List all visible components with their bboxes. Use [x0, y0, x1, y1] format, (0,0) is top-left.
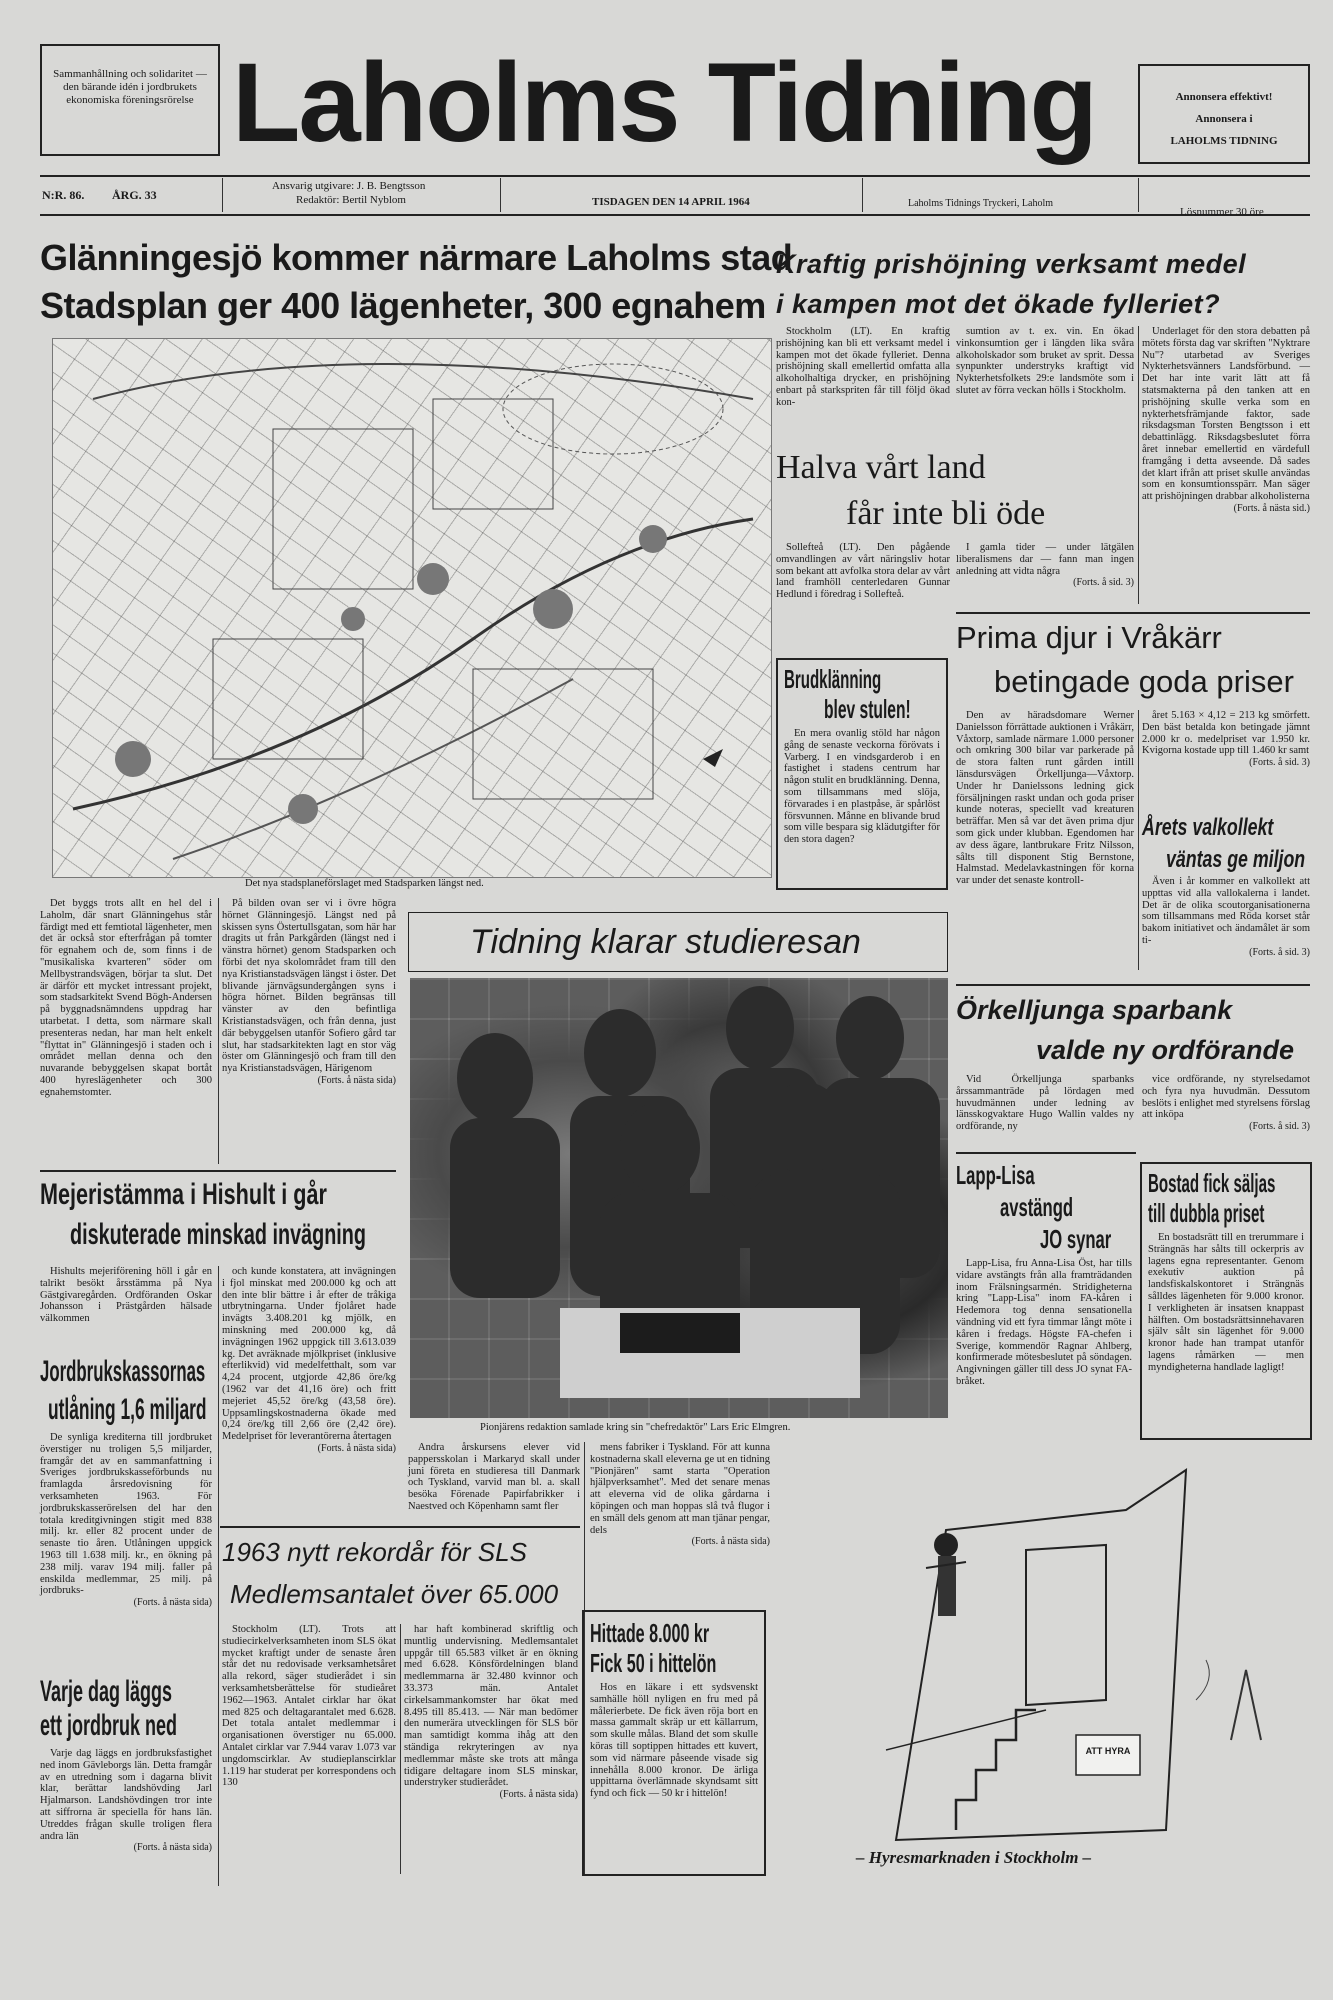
- bostad-box: [1140, 1162, 1312, 1440]
- issue-number: N:R. 86.: [42, 188, 85, 202]
- brud-text: En mera ovanlig stöld har någon gång de senaste veckorna förövats i Varberg. I en vindsgarderob i en fastighet i stadens centrum har någon stulit en brudklänning. Denna, som tillsammans med slöja, förvarades i en plastpåse, är spårlöst försvunnen. Månne en blivande brud som ville bespara sig klädutgifter för den stora dagen?: [784, 728, 940, 846]
- jordbruk-text-col: [40, 1432, 212, 1609]
- hittade-headline-1: Hittade 8.000 kr: [590, 1618, 710, 1648]
- jordbruk-continued: (Forts. å nästa sida): [133, 1597, 212, 1609]
- studie-text-2: mens fabriker i Tyskland. För att kunna kostnaderna skall eleverna ge ut en tidning "Pionjären" samt starta "Operation hjälpverksamhet". Med det senare menas att eleverna vid de olika gårdarna i köpingen och man hoppas slå två flugor i en smäll dels genom att man tjänar pengar, dels: [590, 1442, 770, 1536]
- editor: Redaktör: Bertil Nyblom: [296, 194, 406, 206]
- lapp-headline-3: JO synar: [1040, 1224, 1112, 1254]
- varje-text-col: [40, 1748, 212, 1854]
- brud-headline-2: blev stulen!: [824, 694, 911, 724]
- sls-text-1: Stockholm (LT). Trots att studiecirkelverksamheten inom SLS ökat mycket kraftigt under de senaste åren står det nu redovisade verksamhetsåret alla rekord, säger studierådet i sin verksamhetsberättelse för studieåret 1962—1963. Antalet cirklar har ökat med 825 och deltagarantalet med 6.628. Det totala antalet medlemmar i organisationen överstiger nu 65.000. Antalet cirklar var 7.944 varav 1.073 var ungdomscirklar. Av studieplanscirklar 1.119 har studerat per korrespondens och 130: [222, 1624, 396, 1789]
- prishojning-text-1: Stockholm (LT). En kraftig prishöjning kan bli ett verksamt medel i kampen mot det ökade fylleriet. Denna prishöjning skall emellertid omfatta alla alkoholhaltiga drycker, en prishöjning enbart på starkspriten får till följd ökad kon-: [776, 326, 950, 408]
- prima-headline-1: Prima djur i Vråkärr: [956, 620, 1222, 655]
- prishojning-continued: (Forts. å nästa sid.): [1233, 502, 1310, 514]
- jordbruk-text: De synliga krediterna till jordbruket överstiger nu troligen 5,5 miljarder, framgår det av en sammanfattning i Sveriges jordbrukskasseförbunds nu framlagda årsredovisning för verksamheten 1963. För jordbrukskasserörelsen del har den totala kreditgivningen stigit med 838 milj. kr. eller 82 procent under de senaste tio åren. Utlåningen uppgick 1963 till 1.638 milj. kr., en ökning på 238 milj. varav 194 milj. faller på enskilda medlemmar, 25 milj. på jordbruks-: [40, 1432, 212, 1597]
- mejeri-continued: (Forts. å nästa sida): [317, 1442, 396, 1454]
- orkelljunga-col2: [1142, 1074, 1310, 1133]
- studie-col2: [590, 1442, 770, 1548]
- right-top-headline-2: i kampen mot det ökade fylleriet?: [776, 289, 1221, 319]
- orkelljunga-text-1: Vid Örkelljunga sparbanks årssammanträde på lördagen med huvudmännen under ledning av länsskogvaktare Hugo Wallin valdes ny ordförande, ny: [956, 1074, 1134, 1133]
- masthead-slogan: Sammanhållning och solidaritet — den bärande idén i jordbrukets ekonomiska föreningsrörelse: [53, 68, 207, 106]
- varje-headline-2: ett jordbruk ned: [40, 1709, 178, 1742]
- orkelljunga-col1: [956, 1074, 1134, 1133]
- valkollekt-headline-1: Årets valkollekt: [1142, 814, 1274, 841]
- mejeri-col2: [222, 1266, 396, 1455]
- sls-col2: [404, 1624, 578, 1801]
- brud-headline-1: Brudklänning: [784, 664, 882, 694]
- orkelljunga-headline-2: valde ny ordförande: [1036, 1035, 1295, 1065]
- mejeri-headline-1: Mejeristämma i Hishult i går: [40, 1178, 327, 1211]
- cartoon-caption: – Hyresmarknaden i Stockholm –: [856, 1848, 1092, 1867]
- cartoon: [776, 1450, 1310, 1880]
- prima-continued: (Forts. å sid. 3): [1249, 757, 1310, 769]
- jordbruk-headline-2: utlåning 1,6 miljard: [48, 1393, 207, 1426]
- orkelljunga-headline-1: Örkelljunga sparbank: [956, 995, 1233, 1025]
- brud-box: [776, 658, 948, 890]
- prishojning-col3: [1142, 326, 1310, 515]
- prima-text-2: året 5.163 × 4,12 = 213 kg smörfett. Den bäst betalda kon betingade jämnt 2.000 kr o. medelpriset var 1.950 kr. Kvigorna kostade upp till 1.460 kr samt: [1142, 710, 1310, 757]
- valkollekt-text: Även i år kommer en valkollekt att uppttas vid alla vallokalerna i landet. Det är de olika scoutorganisationerna som tillsammans med Röda korset står bakom initiativet och ändamålet är som ti-: [1142, 876, 1310, 946]
- printer: Laholms Tidnings Tryckeri, Laholm: [908, 198, 1054, 209]
- masthead-right-box: [1138, 64, 1310, 164]
- photo-caption: Pionjärens redaktion samlade kring sin "chefredaktör" Lars Eric Elmgren.: [480, 1422, 791, 1433]
- ad-line-1: Annonsera effektivt!: [1175, 91, 1273, 103]
- valkollekt-continued: (Forts. å sid. 3): [1249, 946, 1310, 958]
- lapp-headline-2: avstängd: [1000, 1192, 1074, 1222]
- lapp-headline-1: Lapp-Lisa: [956, 1160, 1035, 1190]
- halva-text-2: I gamla tider — under lätgälen liberalismens dar — fann man ingen anledning att vidta några: [956, 542, 1134, 577]
- studie-col1: [408, 1442, 580, 1513]
- studie-text-1: Andra årskursens elever vid pappersskolan i Markaryd skall under juni företa en studieresa till Danmark och Tyskland, varvid man bl. a. skall besöka Förenade Papirfabrikker i Naestved och Köpenhamn samt fler: [408, 1442, 580, 1512]
- orkelljunga-text-2: vice ordförande, ny styrelsedamot och fyra nya huvudmän. Dessutom beslöts i enlighet med styrelsens förslag att inköpa: [1142, 1074, 1310, 1121]
- prishojning-col1: [776, 326, 950, 409]
- varje-continued: (Forts. å nästa sida): [133, 1842, 212, 1854]
- issue-year: ÅRG. 33: [112, 188, 157, 202]
- prima-col1: [956, 710, 1134, 887]
- hittade-headline-2: Fick 50 i hittelön: [590, 1648, 717, 1678]
- valkollekt-text-col: [1142, 876, 1310, 959]
- prishojning-col2: [956, 326, 1134, 397]
- lead-text-2: På bilden ovan ser vi i övre högra hörnet Glänningesjö. Längst ned på skissen syns Östertullsgatan, som här har dragits ut från Parkgården (längst ned i vänstra hörnet) genom Stadsparken och förbi det nya skolområdet fram till den nya Kristianstadsvägen längst i öster. Det blivande järnvägsundergången syns i högra hörnet. Bilden begränsas till vänster av den befintliga Kristianstadsvägen, och från denna, just där bebyggelsen utanför Sofiero gård tar slut, har stadsarkitekten lagt en stor väg öster om Glänningesjö och fram till den nya Kristianstadsvägen, Härigenom: [222, 898, 396, 1075]
- varje-text: Varje dag läggs en jordbruksfastighet ned inom Gävleborgs län. Detta framgår av en utredning som i dagarna blivit klar, berättar landshövding Jarl Hjalmarson. Landshövdingen tror inte att siffrorna är speciella för hans län. Utreddes frågan skulle troligen flera andra län: [40, 1748, 212, 1842]
- halva-continued: (Forts. å sid. 3): [1073, 577, 1134, 589]
- students-silhouettes: [410, 978, 948, 1418]
- halva-text-1: Sollefteå (LT). Den pågående omvandlingen av vårt näringsliv hotar som bekant att avfolka stora delar av vårt land framhöll centerledaren Gunnar Hedlund i föredrag i Sollefteå.: [776, 542, 950, 601]
- cartoon-drawing: [776, 1450, 1310, 1850]
- mejeri-text-1: Hishults mejeriförening höll i går en talrikt besökt årsstämma på Nya Gästgivaregården. Ordföranden Oskar Johansson i Prästgården hälsade välkommen: [40, 1266, 212, 1325]
- bostad-text: En bostadsrätt till en trerummare i Strängnäs har sålts till ockerpris av lagens egna representanter. Genom exekutiv auktion på landsfiskalskontoret i Strängnäs sålldes lägenheten för 9.000 kronor. I verkligheten är insatsen knappast hälften. Om bostadsrättsinnehavaren själv sålt sin lägenhet för 9.000 kronor hade han trampat utanför lagens råmärken — men myndigheterna handlade lagligt!: [1148, 1232, 1304, 1373]
- studie-continued: (Forts. å nästa sida): [691, 1536, 770, 1548]
- map-sketch: [53, 339, 771, 877]
- sls-continued: (Forts. å nästa sida): [499, 1789, 578, 1801]
- mejeri-col1: [40, 1266, 212, 1325]
- bostad-headline-1: Bostad fick säljas: [1148, 1168, 1276, 1198]
- lead-text-1: Det byggs trots allt en hel del i Laholm, där snart Glänningehus står färdigt med ett femtiotal lägenheter, men det är också stor efterfrågan på tomter för egnahem och de, som finns i de "musikaliska kvarteren" söder om Mellbystrandsvägen, börjar ta slut. Det är därför ett mycket intressant projekt, som stadsarkitekt Svend Bögh-Andersen på byggnadsnämndens uppdrag har utarbetat. I detta, som närmare skall presenteras nedan, har man helt enkelt "flyttat in" Glänningesjö i staden och i området mellan denna och den nuvarande bebyggelsen skapat bortåt 400 hyreslägenheter och 300 egnahemstomter.: [40, 898, 212, 1098]
- prima-headline-2: betingade goda priser: [994, 664, 1294, 699]
- halva-col2: [956, 542, 1134, 589]
- issue-date: TISDAGEN DEN 14 APRIL 1964: [592, 196, 750, 208]
- lead-article-col1: [40, 898, 212, 1099]
- sls-col1: [222, 1624, 396, 1789]
- map-caption: Det nya stadsplaneförslaget med Stadsparken längst ned.: [245, 878, 484, 889]
- lead-article-col2: [222, 898, 396, 1087]
- halva-col1: [776, 542, 950, 601]
- town-plan-map: [52, 338, 772, 878]
- masthead-left-box: [40, 44, 220, 156]
- prishojning-text-2: sumtion av t. ex. vin. En ökad vinkonsumtion ger i längden lika svåra alkoholskador som bruket av sprit. Dessa synpunkter understryks kraftigt vid Nykterhetsfolkets 29:e landsmöte som i slutet av förra veckan hölls i Stockholm.: [956, 326, 1134, 396]
- prima-text-1: Den av häradsdomare Werner Danielsson förrättade auktionen i Vråkärr, Våxtorp, samlade närmare 1.000 personer och omkring 300 bilar var parkerade på de stora falten runt gården intill länsdursvägen Örkelljunga—Våxtorp. Under hr Danielssons ledning gick försäljningen raskt undan och goda priser kunde noteras, speciellt vad kreaturen beträffar. Men så var det även prima djur som gick under klubban. Egendomen har av dess ägare, lantbrukare Fritz Nilsson, sålts till disponent Stig Bernstone, Halmstad. Medelavkastningen för korna var under det senaste kontroll-: [956, 710, 1134, 887]
- halva-headline-2: får inte bli öde: [846, 495, 1046, 532]
- masthead-title: Laholms Tidning: [232, 40, 1096, 165]
- sls-headline-2: Medlemsantalet över 65.000: [230, 1579, 559, 1609]
- valkollekt-headline-2: väntas ge miljon: [1166, 846, 1306, 873]
- students-photo: [410, 978, 948, 1418]
- cartoon-sign: ATT HYRA: [1085, 1746, 1131, 1756]
- halva-headline-1: Halva vårt land: [776, 449, 986, 486]
- right-top-headline-1: Kraftig prishöjning verksamt medel: [776, 249, 1247, 279]
- lapp-text-col: [956, 1258, 1132, 1388]
- publisher: Ansvarig utgivare: J. B. Bengtsson: [272, 180, 426, 192]
- orkelljunga-continued: (Forts. å sid. 3): [1249, 1121, 1310, 1133]
- mejeri-headline-2: diskuterade minskad invägning: [70, 1218, 366, 1251]
- price: Lösnummer 30 öre: [1180, 206, 1264, 218]
- varje-headline-1: Varje dag läggs: [40, 1675, 173, 1708]
- prishojning-text-3: Underlaget för den stora debatten på mötets första dag var skriften "Nyktrare Nu"? utarbetad av Sveriges Nykterhetsvänners Landsförbund. — Det har inte varit lätt att få statsmakterna på den tanken att en prishöjning skulle verka som en nykterhetsfrämjande faktor, sade riksdagsman Torsten Bengtsson i ett debattinlägg. Riksdagsbeslutet förra året innebar emellertid en värdefull framgång i detta avseende. Då sades det klart ifrån att priset skulle användas som en konsumtionsspärr. Man säger att prishöjningen drabbar alkoholisterna: [1142, 326, 1310, 503]
- sls-text-2: har haft kombinerad skriftlig och muntlig undervisning. Medlemsantalet uppgår till 65.583 vilket är en ökning med 6.628. Könsfördelningen bland medlemmarna är 32.480 kvinnor och 33.373 män. Antalet cirkelsammankomster har ökat med 8.495 till 85.413. — När man bedömer den numerära utvecklingen för SLS bör man samtidigt komma ihåg att den ständiga rekryteringen av nya medlemmar måste ske trots att många tidigare deltagare inom SLS minskar, understryker studierådet.: [404, 1624, 578, 1789]
- photo-headline: Tidning klarar studieresan: [470, 923, 861, 961]
- jordbruk-headline-1: Jordbrukskassornas: [40, 1355, 206, 1388]
- lead-headline-1: Glänningesjö kommer närmare Laholms stad: [40, 237, 793, 278]
- bostad-headline-2: till dubbla priset: [1148, 1198, 1265, 1228]
- lead-continued: (Forts. å nästa sida): [317, 1074, 396, 1086]
- mejeri-text-2: och kunde konstatera, att invägningen i fjol minskat med 200.000 kg och att den inte blir bättre i år efter de tråkiga utbrytningarna. Under fjolåret hade invägts 3.408.201 kg mjölk, en minskning med 200.000 kg, då invägningen 1962 uppgick till 3.613.039 kg. Det avräknade mjölkpriset (inklusive efterlikvid) vid medelfetthalt, som var 4,24 procent, utgjorde 42,86 öre/kg (1962 var det 41,16 öre) och fritt mejeriet 45,52 öre/kg (43,58 öre). Uppsamlingskostnaderna ökade med 0,24 öre/kg till 2,66 öre (2,42 öre). Medelpriset för leverantörerna återtagen: [222, 1266, 396, 1443]
- prima-col2: [1142, 710, 1310, 769]
- hittade-box: [582, 1610, 766, 1876]
- lapp-text: Lapp-Lisa, fru Anna-Lisa Öst, har tills vidare avstängts från alla framträdanden inom Frälsningsarmén. Stridigheterna kring "Lapp-Lisa" inom FA-kåren i Hedemora tog denna sensationella vändning vid ett fyra timmar långt möte i kåren i fredags. Högste FA-chefen i Sverige, kommendör Ragnar Ahlberg, konfirmerade mötesbeslutet på söndagen. Angivningen gäller till dess JO synat FA-bråket.: [956, 1258, 1132, 1387]
- sls-headline-1: 1963 nytt rekordår för SLS: [222, 1537, 527, 1567]
- lead-headline-2: Stadsplan ger 400 lägenheter, 300 egnahem: [40, 285, 766, 326]
- ad-line-2: Annonsera i: [1195, 113, 1253, 125]
- hittade-text: Hos en läkare i ett sydsvenskt samhälle höll nyligen en fru med på målerierbete. De fick även röja bort en massa gammalt skräp ur ett källarrum, som skulle målas. Bland det som skulle köras till soptippen hittades ett kuvert, som vid närmare påseende visade sig innehålla 8.000 kronor. De ärliga uppittarna överlämnade skyndsamt sitt fynd och fick — 50 kr i hittelön!: [590, 1682, 758, 1800]
- ad-line-3: LAHOLMS TIDNING: [1170, 135, 1278, 147]
